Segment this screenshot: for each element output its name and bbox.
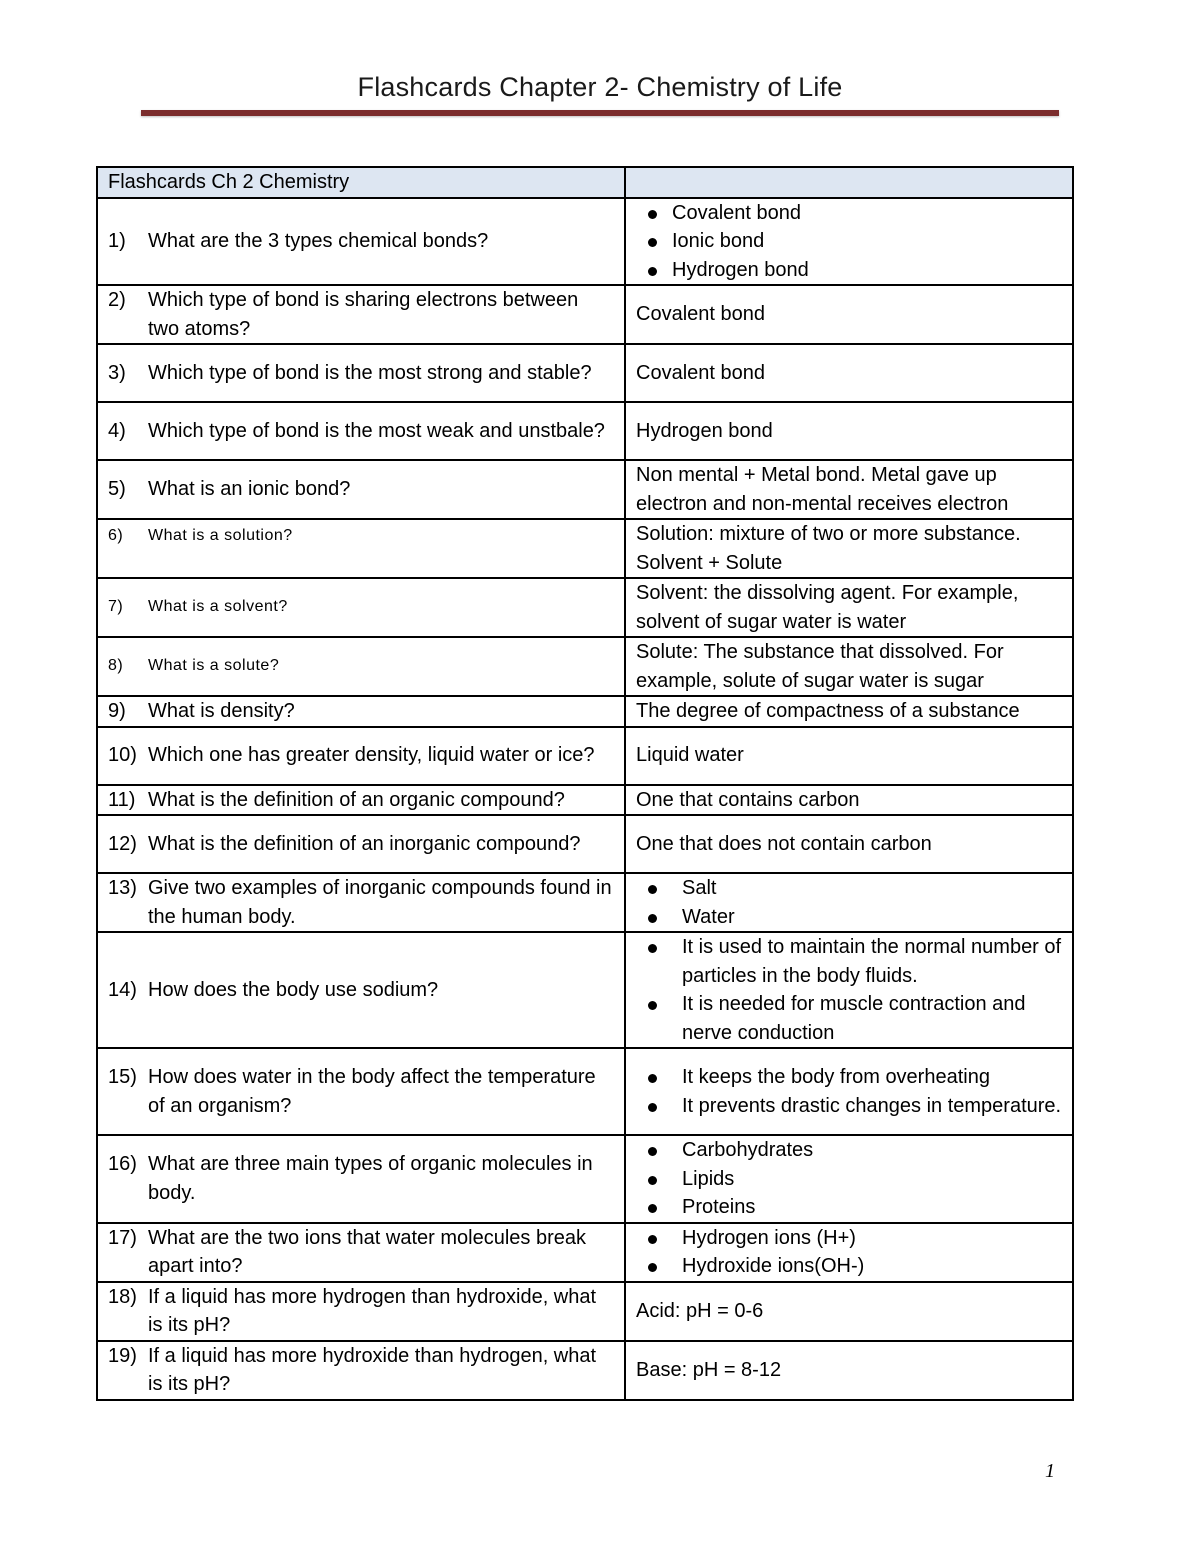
table-row xyxy=(97,727,1073,785)
question-cell xyxy=(97,344,625,402)
question-text: Which type of bond is the most strong and stable? xyxy=(148,361,592,384)
question-number: 15) xyxy=(108,1066,137,1088)
question-text: How does water in the body affect the temperature of an organism? xyxy=(148,1066,596,1117)
question-text: What is the definition of an inorganic compound? xyxy=(148,832,581,855)
answer-cell: The degree of compactness of a substance xyxy=(625,696,1073,727)
question-text: What is a solution? xyxy=(148,527,293,544)
answer-bullet: Lipids xyxy=(636,1165,1062,1194)
table-row xyxy=(97,402,1073,460)
question-cell xyxy=(97,696,625,727)
question-number: 12) xyxy=(108,832,137,855)
table-row xyxy=(97,578,1073,637)
question-number: 9) xyxy=(108,700,126,722)
answer-cell: Solvent: the dissolving agent. For example, solvent of sugar water is water xyxy=(625,578,1073,637)
table-row xyxy=(97,1223,1073,1282)
answer-cell xyxy=(625,873,1073,932)
question-number: 10) xyxy=(108,744,137,767)
answer-cell xyxy=(625,932,1073,1048)
question-text: If a liquid has more hydroxide than hydrogen, what is its pH? xyxy=(148,1344,597,1395)
answer-bullet: Carbohydrates xyxy=(636,1136,1062,1165)
question-text: What are three main types of organic molecules in body. xyxy=(148,1153,593,1204)
question-text: Which type of bond is sharing electrons between two atoms? xyxy=(148,289,579,340)
question-number: 5) xyxy=(108,478,126,501)
question-cell xyxy=(97,815,625,873)
table-row xyxy=(97,285,1073,344)
question-text: What are the two ions that water molecules break apart into? xyxy=(148,1226,586,1277)
table-row xyxy=(97,696,1073,727)
answer-cell: Non mental + Metal bond. Metal gave up electron and non-mental receives electron xyxy=(625,460,1073,519)
question-cell xyxy=(97,1223,625,1282)
question-cell xyxy=(97,1282,625,1341)
table-row xyxy=(97,1048,1073,1135)
table-row xyxy=(97,344,1073,402)
question-cell xyxy=(97,1341,625,1400)
answer-cell: Liquid water xyxy=(625,727,1073,785)
answer-bullet: Hydroxide ions(OH-) xyxy=(636,1252,1062,1281)
question-number: 8) xyxy=(108,657,124,675)
table-row xyxy=(97,519,1073,578)
question-number: 13) xyxy=(108,877,137,899)
question-number: 2) xyxy=(108,289,126,311)
table-row xyxy=(97,1282,1073,1341)
answer-bullet: Ionic bond xyxy=(636,227,1062,256)
question-text: Which one has greater density, liquid water or ice? xyxy=(148,744,595,767)
table-row xyxy=(97,873,1073,932)
question-cell xyxy=(97,460,625,519)
question-text: What is the definition of an organic compound? xyxy=(148,788,565,811)
question-cell xyxy=(97,932,625,1048)
question-cell xyxy=(97,198,625,286)
question-number: 11) xyxy=(108,788,136,811)
answer-cell: Solute: The substance that dissolved. For example, solute of sugar water is sugar xyxy=(625,637,1073,696)
table-header-title: Flashcards Ch 2 Chemistry xyxy=(97,167,625,198)
title-divider xyxy=(141,110,1059,116)
flashcards-table xyxy=(96,166,1074,1401)
table-row xyxy=(97,932,1073,1048)
question-cell xyxy=(97,1135,625,1223)
question-cell xyxy=(97,1048,625,1135)
question-text: If a liquid has more hydrogen than hydroxide, what is its pH? xyxy=(148,1285,597,1336)
table-row xyxy=(97,1341,1073,1400)
answer-cell xyxy=(625,1048,1073,1135)
answer-bullet: It is needed for muscle contraction and nerve conduction xyxy=(636,990,1062,1047)
table-row xyxy=(97,460,1073,519)
question-number: 3) xyxy=(108,361,126,384)
question-cell xyxy=(97,285,625,344)
question-text: What is a solute? xyxy=(148,657,280,675)
question-cell xyxy=(97,578,625,637)
question-text: What is an ionic bond? xyxy=(148,478,351,501)
question-cell xyxy=(97,873,625,932)
answer-bullet: Hydrogen ions (H+) xyxy=(636,1224,1062,1253)
question-number: 6) xyxy=(108,527,124,544)
answer-bullet: Water xyxy=(636,903,1062,932)
answer-cell: Solution: mixture of two or more substance. Solvent + Solute xyxy=(625,519,1073,578)
table-row xyxy=(97,1135,1073,1223)
question-number: 17) xyxy=(108,1226,137,1249)
question-cell xyxy=(97,785,625,816)
answer-bullet: It prevents drastic changes in temperature. xyxy=(636,1092,1062,1121)
answer-bullet: Hydrogen bond xyxy=(636,256,1062,285)
answer-cell: Hydrogen bond xyxy=(625,402,1073,460)
answer-cell xyxy=(625,1135,1073,1223)
question-cell xyxy=(97,637,625,696)
answer-bullet: Salt xyxy=(636,874,1062,903)
table-row xyxy=(97,815,1073,873)
question-text: How does the body use sodium? xyxy=(148,978,439,1001)
answer-cell xyxy=(625,198,1073,286)
question-text: What are the 3 types chemical bonds? xyxy=(148,230,489,252)
question-number: 7) xyxy=(108,598,124,616)
answer-bullet: Covalent bond xyxy=(636,199,1062,228)
answer-cell xyxy=(625,1223,1073,1282)
question-cell xyxy=(97,727,625,785)
table-row xyxy=(97,198,1073,286)
page-number: 1 xyxy=(1045,1460,1055,1482)
answer-cell: Covalent bond xyxy=(625,285,1073,344)
answer-bullet: It is used to maintain the normal number of particles in the body fluids. xyxy=(636,933,1062,990)
question-text: Give two examples of inorganic compounds found in the human body. xyxy=(148,877,612,928)
question-text: What is a solvent? xyxy=(148,598,288,616)
question-text: What is density? xyxy=(148,700,295,722)
answer-bullet: It keeps the body from overheating xyxy=(636,1063,1062,1092)
question-cell xyxy=(97,402,625,460)
table-row xyxy=(97,637,1073,696)
answer-cell: Acid: pH = 0-6 xyxy=(625,1282,1073,1341)
table-row xyxy=(97,785,1073,816)
question-cell xyxy=(97,519,625,578)
table-header-row xyxy=(97,167,1073,198)
question-number: 18) xyxy=(108,1285,137,1308)
question-number: 14) xyxy=(108,978,137,1001)
question-number: 1) xyxy=(108,230,126,252)
question-number: 16) xyxy=(108,1153,137,1176)
question-number: 4) xyxy=(108,419,126,442)
question-number: 19) xyxy=(108,1344,137,1367)
answer-cell: One that does not contain carbon xyxy=(625,815,1073,873)
page-title: Flashcards Chapter 2- Chemistry of Life xyxy=(357,72,843,102)
table-header-blank xyxy=(625,167,1073,198)
answer-cell: Base: pH = 8-12 xyxy=(625,1341,1073,1400)
answer-bullet: Proteins xyxy=(636,1193,1062,1222)
question-text: Which type of bond is the most weak and unstbale? xyxy=(148,419,605,442)
answer-cell: Covalent bond xyxy=(625,344,1073,402)
answer-cell: One that contains carbon xyxy=(625,785,1073,816)
